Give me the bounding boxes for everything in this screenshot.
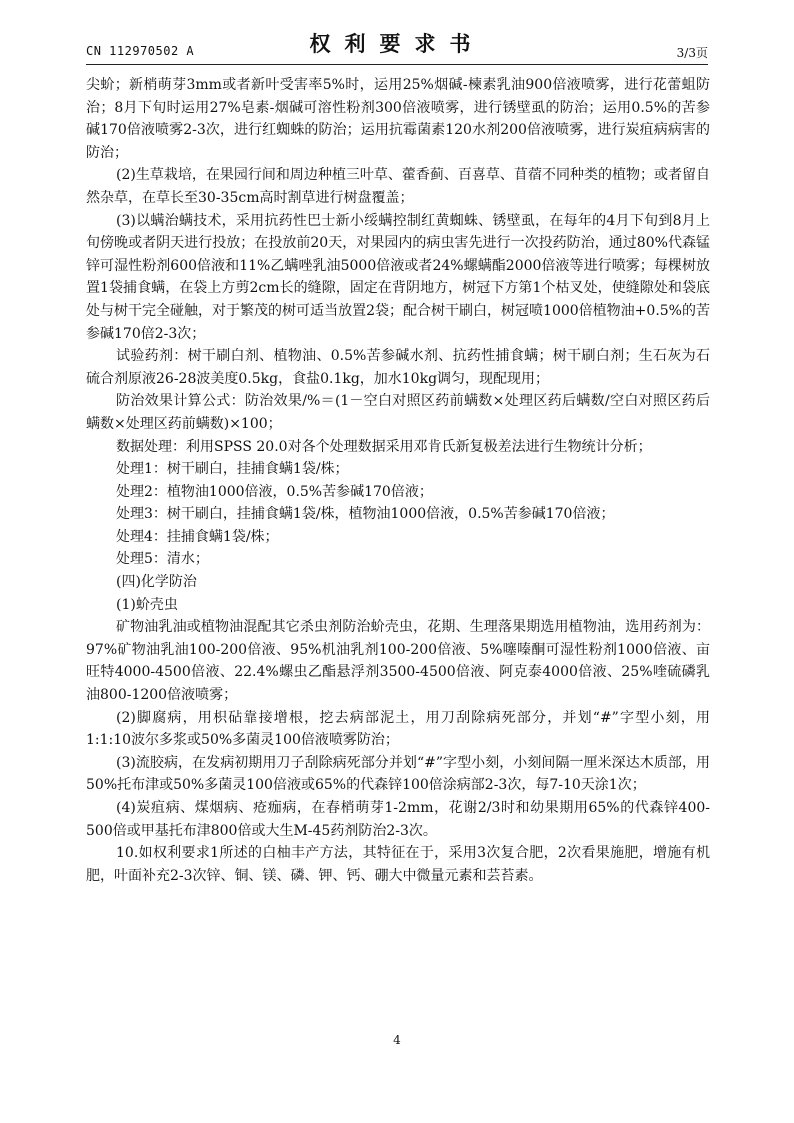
claim-paragraph: (1)蚧壳虫 <box>116 596 178 613</box>
claim-paragraph: 矿物油乳油或植物油混配其它杀虫剂防治蚧壳虫，花期、生理落果期选用植物油，选用药剂为：97%矿物油乳油100-200倍液、95%机油乳剂100-200倍液、5%噻嗪酮可湿性粉剂1000倍液、亩旺特4000-4500倍液、22.4%螺虫乙酯悬浮剂3500-4500倍液、阿克泰4000倍液、25%喹硫磷乳油800-1200倍液喷雾； <box>86 619 710 704</box>
claim-paragraph: 处理3：树干刷白，挂捕食螨1袋/株，植物油1000倍液，0.5%苦参碱170倍液； <box>116 506 615 523</box>
claim-paragraph: 10.如权利要求1所述的白柚丰产方法，其特征在于，采用3次复合肥，2次看果施肥，增施有机肥，叶面补充2-3次锌、铜、镁、磷、钾、钙、硼大中微量元素和芸苔素。 <box>86 845 710 884</box>
publication-number: CN 112970502 A <box>86 44 195 58</box>
page-number: 4 <box>393 1033 401 1047</box>
claim-paragraph: (3)流胶病，在发病初期用刀子刮除病死部分并划“#”字型小刻，小刻间隔一厘米深达木质部，用50%托布津或50%多菌灵100倍液或65%的代森锌100倍涂病部2-3次，每7-10天涂1次； <box>86 754 710 794</box>
page-header <box>86 22 708 68</box>
claim-paragraph: 数据处理：利用SPSS 20.0对各个处理数据采用邓肯氏新复极差法进行生物统计分析； <box>116 438 652 455</box>
claim-paragraph: 处理2：植物油1000倍液，0.5%苦参碱170倍液； <box>116 483 433 500</box>
claim-paragraph: (4)炭疽病、煤烟病、疮痂病，在春梢萌芽1-2mm，花谢2/3时和幼果期用65%的代森锌400-500倍或甲基托布津800倍或大生M-45药剂防治2-3次。 <box>86 800 710 839</box>
page-indicator: 3/3页 <box>676 46 708 60</box>
claim-paragraph: (四)化学防治 <box>116 574 197 591</box>
claim-paragraph: 防治效果计算公式：防治效果/%＝(1－空白对照区药前螨数×处理区药后螨数/空白对照区药后螨数×处理区药前螨数)×100； <box>86 393 710 432</box>
claim-paragraph: 处理1：树干刷白，挂捕食螨1袋/株； <box>116 461 349 478</box>
claim-paragraph: 试验药剂：树干刷白剂、植物油、0.5%苦参碱水剂、抗药性捕食螨；树干刷白剂；生石灰为石硫合剂原液26-28波美度0.5kg，食盐0.1kg，加水10kg调匀，现配现用； <box>86 348 710 387</box>
claim-paragraph: (3)以螨治螨技术，采用抗药性巴士新小绥螨控制红黄蜘蛛、锈壁虱，在每年的4月下旬到8月上旬傍晚或者阴天进行投放；在投放前20天，对果园内的病虫害先进行一次投药防治，通过80%代森锰锌可湿性粉剂600倍液和11%乙螨唑乳油5000倍液或者24%螺螨酯2000倍液等进行喷雾；每棵树放置1袋捕食螨，在袋上方剪2cm长的缝隙，固定在背阴地方，树冠下方第1个枯叉处，使缝隙处和袋底处与树干完全碰触，对于繁茂的树可适当放置2袋；配合树干刷白，树冠喷1000倍植物油+0.5%的苦参碱170倍2-3次； <box>86 212 710 342</box>
claim-paragraph: (2)生草栽培，在果园行间和周边种植三叶草、藿香蓟、百喜草、苜蓿不同种类的植物；或者留自然杂草，在草长至30-35cm高时割草进行树盘覆盖； <box>86 167 710 206</box>
document-title: 权利要求书 <box>309 31 485 56</box>
claim-paragraph: 处理5：清水； <box>116 551 209 568</box>
claim-paragraph: 处理4：挂捕食螨1袋/株； <box>116 528 279 545</box>
claim-paragraph: 尖蚧；新梢萌芽3mm或者新叶受害率5%时，运用25%烟碱-楝素乳油900倍液喷雾，进行花蕾蛆防治；8月下旬时运用27%皂素-烟碱可溶性粉剂300倍液喷雾，进行锈壁虱的防治；运用0.5%的苦参碱170倍液喷雾2-3次，进行红蜘蛛的防治；运用抗霉菌素120水剂200倍液喷雾，进行炭疽病病害的防治； <box>86 77 710 161</box>
claim-paragraph: (2)脚腐病，用枳砧靠接增根，挖去病部泥土，用刀刮除病死部分，并划“#”字型小刻，用1:1:10波尔多浆或50%多菌灵100倍液喷雾防治； <box>86 709 710 749</box>
header-divider <box>86 64 708 65</box>
claims-body <box>86 74 710 887</box>
